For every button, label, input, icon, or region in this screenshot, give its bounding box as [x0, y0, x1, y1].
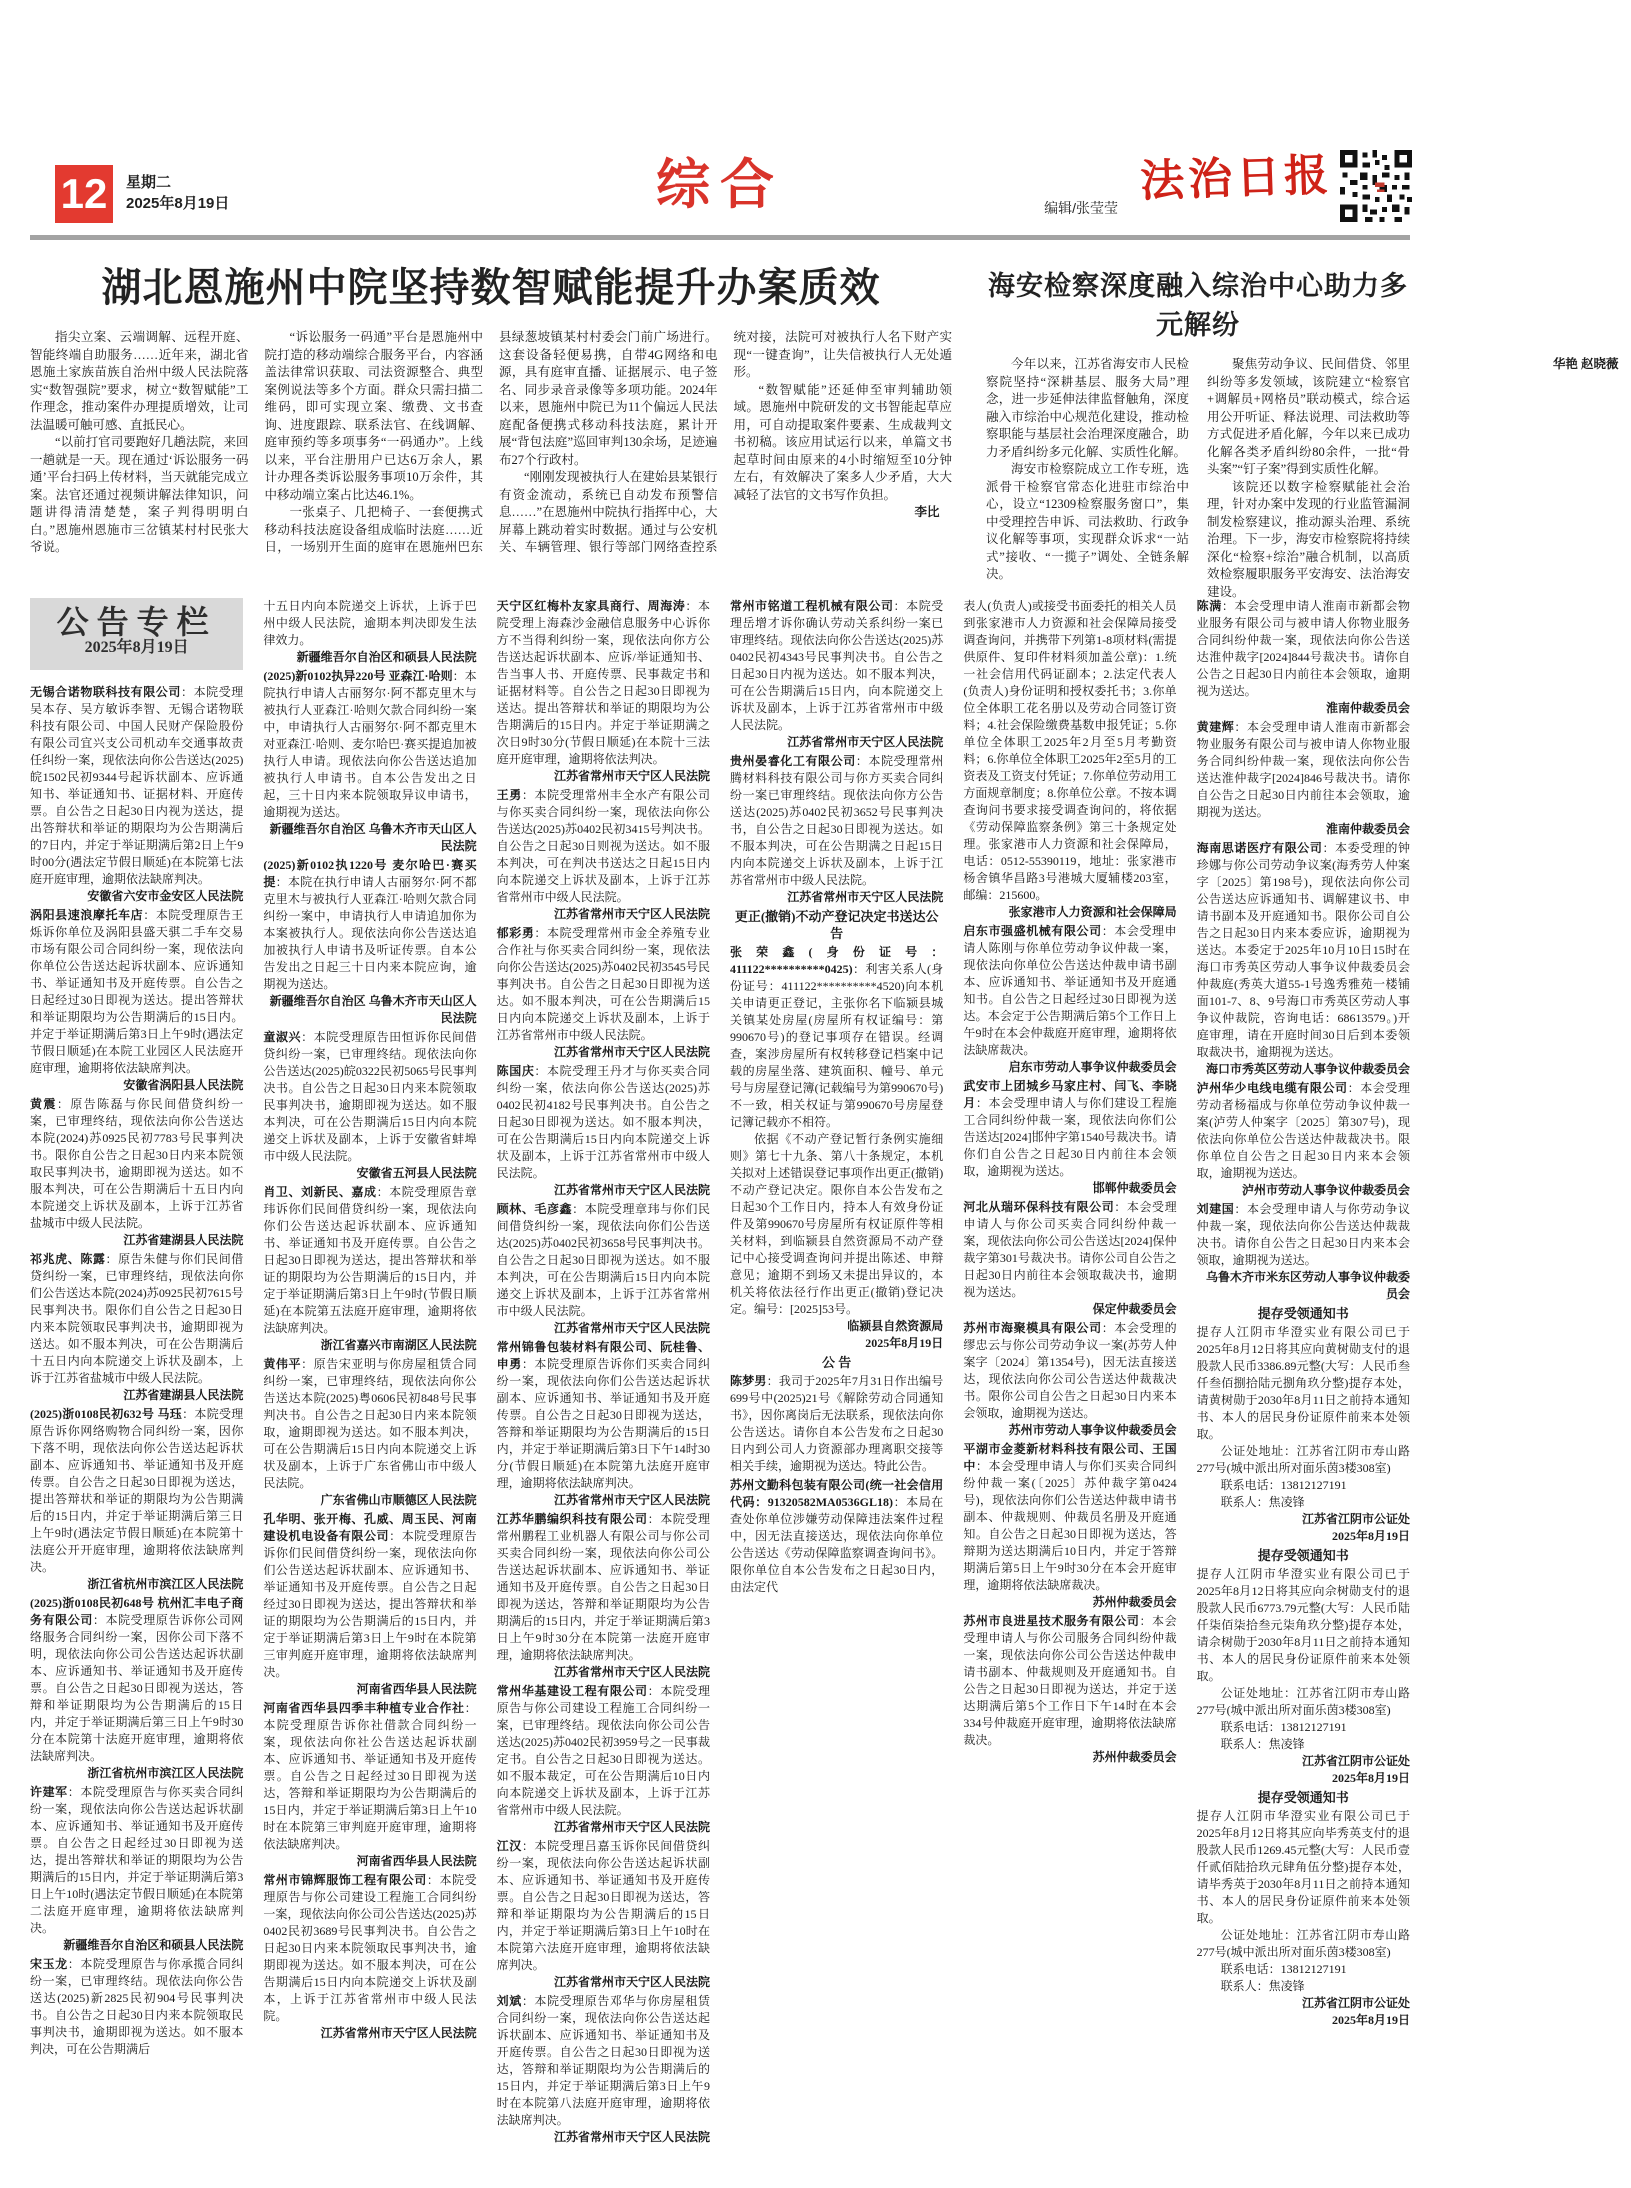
notice-lead: 顾林、毛彦鑫	[496, 1202, 573, 1216]
notice	[30, 1784, 243, 1954]
notice-court: 淮南仲裁委员会	[1325, 701, 1410, 715]
notice-paragraph: 天宁区红梅朴友家具商行、周海涛：本院受理上海森沙金融信息服务中心诉你方不当得利纠纷一案，现依法向你方公告送达起诉状副本、应诉/举证通知书、告当事人书、开庭传票、民事裁定书和证据材料等。自公告之日起30日即视为送达。提出答辩状和举证的期限均为公告期满后的15日内。并定于举证期满之次日9时30分(节假日顺延)在本院十三法庭开庭审理，逾期将依法判决。	[496, 599, 710, 766]
notice	[30, 1956, 243, 2058]
notice	[30, 1096, 243, 1249]
notice	[497, 925, 710, 1061]
notice-lead: 黄建辉	[1196, 720, 1235, 734]
notice-paragraph: 宋玉龙：本院受理原告与你承揽合同纠纷一案，已审理终结。现依法向你公告送达(2025)新2825民初904号民事判决书。自公告之日起30日内来本院领取民事判决书，逾期即视为送达。如不服本判决，可在公告期满后	[30, 1957, 244, 2056]
notice-lead: 常州锦鲁包装材料有限公司、阮桂鲁、申勇	[496, 1340, 710, 1371]
notice-paragraph: 江汉：本院受理吕嘉玉诉你民间借贷纠纷一案，现依法向你公告送达起诉状副本、应诉通知书、举证通知书及开庭传票。自公告之日起30日即视为送达，答辩和举证期限均为公告期满后的15日内，并定于举证期满后第3日上午10时在本院第六法庭开庭审理，逾期将依法缺席判决。	[496, 1839, 710, 1972]
notice-paragraph: 黄伟平：原告宋亚明与你房屋租赁合同纠纷一案，已审理终结，现依法向你公告送达本院(2025)粤0606民初848号民事判决书。自公告之日起30日内来本院领取，逾期即视为送达。如不服本判决，可在公告期满后15日内向本院递交上诉状及副本，上诉于广东省佛山市中级人民法院。	[263, 1357, 477, 1490]
notice-lead: 启东市强盛机械有限公司	[963, 924, 1102, 938]
notice-lead: 陈满	[1196, 599, 1222, 613]
notice-paragraph: 平湖市金菱新材料科技有限公司、王国中：本会受理申请人与你们买卖合同纠纷仲裁一案(〔2025〕苏仲裁字第0424号)，现依法向你们公告送达仲裁申请书副本、仲裁规则、仲裁员名册及开庭通知。自公告之日起30日即视为送达，答辩期为送达期满后10日内，并定于答辩期满后第5日上午9时30分在本会开庭审理，逾期将依法缺席裁决。	[963, 1442, 1177, 1592]
announcement-column-6	[1197, 598, 1410, 2180]
notice	[497, 1339, 710, 1509]
notice-court: 邯郸仲裁委员会	[1092, 1181, 1177, 1195]
notice-paragraph: 泸州华少电线电缆有限公司：本会受理劳动者杨福成与你单位劳动争议仲裁一案(泸劳人仲案字〔2025〕第307号)，现依法向你单位公告送达仲裁裁决书。限你单位自公告之日起30日内来本会领取，逾期视为送达。	[1196, 1081, 1410, 1180]
notice	[730, 1354, 943, 1475]
article-paragraph: 海安市检察院成立工作专班，选派骨干检察官常态化进驻市综治中心，设立“12309检察服务窗口”，集中受理控告申诉、司法救助、行政争议化解等事项，实现群众诉求“一站式”接收、“一揽子”调处、全链条解决。	[986, 462, 1189, 581]
notice-title: 提存受领通知书	[1257, 1306, 1349, 1321]
notice-lead: 常州华基建设工程有限公司	[496, 1684, 648, 1698]
notice-paragraph: 公证处地址：江苏省江阴市寿山路277号(城中派出所对面乐茵3楼308室)	[1196, 1686, 1410, 1717]
announcement-box-title: 公告专栏	[56, 604, 217, 640]
notice	[263, 1872, 476, 2042]
notice-lead: (2025)新0102执1220号 麦尔哈巴·赛买提	[263, 858, 477, 889]
weekday-label: 星期二	[126, 174, 172, 191]
notice-title: 提存受领通知书	[1257, 1790, 1349, 1805]
notice-paragraph: 祁兆虎、陈露：原告朱健与你们民间借贷纠纷一案，已审理终结，现依法向你们公告送达本院(2024)苏0925民初7615号民事判决书。限你们自公告之日起30日内来本院领取民事判决书，逾期即视为送达。如不服本判决，可在公告期满后十五日内向本院递交上诉状及副本，上诉于江苏省盐城市中级人民法院。	[30, 1252, 244, 1385]
header-divider	[30, 235, 1410, 240]
notice	[497, 598, 710, 785]
notice-paragraph: (2025)浙0108民初632号 马珏：本院受理原告诉你网络购物合同纠纷一案，因你下落不明，现依法向你公告送达起诉状副本、应诉通知书、举证通知书及开庭传票。自公告之日起30日即视为送达，提出答辩状和举证的期限均为公告期满后的15日内，并定于举证期满后第三日上午9时(遇法定节假日顺延)在本院第十法庭公开开庭审理，逾期将依法缺席判决。	[30, 1407, 244, 1574]
notice-court: 浙江省杭州市滨江区人民法院	[87, 1577, 244, 1591]
notice	[1197, 1080, 1410, 1199]
notice-court: 保定仲裁委员会	[1092, 1302, 1177, 1316]
notice	[1197, 1789, 1410, 2029]
notice-court: 江苏省常州市天宁区人民法院	[320, 2026, 477, 2040]
notice-court: 江苏省建湖县人民法院	[123, 1388, 244, 1402]
notice	[730, 753, 943, 906]
notice	[263, 857, 476, 1027]
notice-paragraph: 无锡合诺物联科技有限公司：本院受理吴本存、吴方敏诉李智、无锡合诺物联科技有限公司、中国人民财产保险股份有限公司宜兴支公司机动车交通事故责任纠纷一案，现依法向你公告送达(2025)皖1502民初9344号起诉状副本、应诉通知书、举证通知书、证据材料、开庭传票。自公告之日起30日内视为送达，提出答辩状和举证的期限均为公告期满后的7日内，并定于举证期满后第2日上午9时00分(遇法定节假日顺延)在本院第七法庭开庭审理，逾期依法缺席判决。	[30, 685, 244, 886]
notice-lead: 孔华明、张开梅、孔威、周玉民、河南建设机电设备有限公司	[263, 1512, 477, 1543]
notice	[497, 1993, 710, 2146]
notice	[263, 668, 476, 855]
notice-court: 江苏省常州市天宁区人民法院	[553, 769, 710, 783]
notice-paragraph: 郁彩勇：本院受理常州市金全养殖专业合作社与你买卖合同纠纷一案，现依法向你公告送达(2025)苏0402民初3545号民事判决书。自公告之日起30日即视为送达。如不服本判决，可在公告期满后15日内向本院递交上诉状及副本，上诉于江苏省常州市中级人民法院。	[496, 926, 710, 1042]
notice-court: 张家港市人力资源和社会保障局	[1008, 905, 1177, 919]
notice	[497, 787, 710, 923]
notice	[1197, 840, 1410, 1078]
announcement-box-date: 2025年8月19日	[84, 639, 189, 656]
notice	[30, 907, 243, 1094]
notice-paragraph: (2025)新0102执异220号 亚森江·哈则：本院执行申请人古丽努尔·阿不都克里木与被执行人亚森江·哈则欠款合同纠纷一案中，申请执行人古丽努尔·阿不都克里木对亚森江·哈则、麦尔哈巴·赛买提追加被执行人申请。现依法向你公告送达追加被执行人申请书。自本公告发出之日起，三十日内来本院领取异议申请书，逾期视为送达。	[263, 669, 477, 819]
notice-lead: 郁彩勇	[496, 926, 535, 940]
notice-paragraph: 公证处地址：江苏省江阴市寿山路277号(城中派出所对面乐茵3楼308室)	[1196, 1444, 1410, 1475]
article-haian-headline: 海安检察深度融入综治中心助力多元解纷	[988, 271, 1408, 340]
notice-court: 江苏省常州市天宁区人民法院	[787, 890, 944, 904]
notice-court: 启东市劳动人事争议仲裁委员会	[1008, 1060, 1177, 1074]
notice-paragraph: 陈国庆：本院受理王丹才与你买卖合同纠纷一案，依法向你公告送达(2025)苏0402民初4182号民事判决书。自公告之日起30日即视为送达。如不服本判决，可在公告期满后15日内向本院递交上诉状及副本，上诉于江苏省常州市中级人民法院。	[496, 1064, 710, 1180]
notice-paragraph: 常州市铭道工程机械有限公司：本院受理岳增才诉你确认劳动关系纠纷一案已审理终结。现依法向你公告送达(2025)苏0402民初4343号民事判决书。自公告之日起30日内视为送达。如不服本判决，可在公告期满后15日内，向本院递交上诉状及副本，上诉于江苏省常州市中级人民法院。	[729, 599, 944, 732]
notice-paragraph: 孔华明、张开梅、孔威、周玉民、河南建设机电设备有限公司：本院受理原告诉你们民间借贷纠纷一案，现依法向你们公告送达起诉状副本、应诉通知书、举证通知书及开庭传票。自公告之日起经过30日即视为送达，提出答辩状和举证的期限均为公告期满后的15日内，并定于举证期满后第3日上午9时在本院第三审判庭开庭审理，逾期将依法缺席判决。	[263, 1512, 477, 1679]
notice-court: 江苏省常州市天宁区人民法院	[553, 1045, 710, 1059]
notice-court: 江苏省常州市天宁区人民法院	[553, 1975, 710, 1989]
notice-paragraph: 提存人江阴市华澄实业有限公司已于2025年8月12日将其应向黄树勋支付的退股款人民币3386.89元整(大写：人民币叁仟叁佰捌拾陆元捌角玖分整)提存本处，请黄树勋于2030年8月11日之前持本通知书、本人的居民身份证原件前来本处领取。	[1196, 1325, 1410, 1441]
notice-lead: 贵州晏睿化工有限公司	[729, 754, 856, 768]
page-number-badge: 12	[55, 165, 113, 223]
notice	[963, 923, 1176, 1076]
notice	[1197, 719, 1410, 838]
notice-court: 江苏省常州市天宁区人民法院	[553, 907, 710, 921]
notice	[963, 1078, 1176, 1197]
notice	[263, 598, 476, 666]
notice-lead: 武安市上团城乡马家庄村、闫飞、李晓月	[963, 1079, 1177, 1110]
notice	[730, 598, 943, 751]
notice-paragraph: 张荣鑫(身份证号：411122**********0425)：利害关系人(身份证号：411122**********4520)向本机关申请更正登记，主张你名下临颍县城关镇某处房屋(房屋所有权证编号：第990670号)的登记事项存在错误。经调查，案涉房屋所有权转移登记档案中记载的房屋坐落、建筑面积、幢号、单元号与房屋登记簿(记载编号为第990670号)不一致，相关权证与第990670号房屋登记簿记载亦不相符。	[729, 945, 944, 1129]
notice-court: 新疆维吾尔自治区 乌鲁木齐市天山区人民法院	[269, 994, 477, 1025]
notice-paragraph: 常州锦鲁包装材料有限公司、阮桂鲁、申勇：本院受理原告诉你们买卖合同纠纷一案，现依法向你们公告送达起诉状副本、应诉通知书、举证通知书及开庭传票。自公告之日起30日即视为送达，答辩和举证期限均为公告期满后的15日内，并定于举证期满后第3日下午14时30分(节假日顺延)在本院第九法庭开庭审理，逾期将依法缺席判决。	[496, 1340, 710, 1490]
notice	[263, 1700, 476, 1870]
notice	[1197, 1201, 1410, 1303]
notice	[497, 1683, 710, 1836]
notice-title: 提存受领通知书	[1257, 1548, 1349, 1563]
notice-lead: (2025)新0102执异220号 亚森江·哈则	[263, 669, 453, 683]
date-label: 2025年8月19日	[126, 195, 230, 212]
notice	[963, 1199, 1176, 1318]
notice	[30, 1595, 243, 1782]
notice-signature: 2025年8月19日	[865, 1336, 944, 1350]
notice-court: 河南省西华县人民法院	[356, 1854, 477, 1868]
notice-paragraph: 启东市强盛机械有限公司：本会受理申请人陈刚与你单位劳动争议仲裁一案，现依法向你单位公告送达仲裁申请书副本、应诉通知书、举证通知书及开庭通知书。自公告之日起经过30日即视为送达。本会定于公告期满后第5个工作日上午9时在本会仲裁庭开庭审理，逾期将依法缺席裁决。	[963, 924, 1177, 1057]
notice	[497, 1063, 710, 1199]
notice-court: 海口市秀英区劳动人事争议仲裁委员会	[1205, 1062, 1410, 1076]
notice-paragraph: 贵州晏睿化工有限公司：本院受理常州腾材料科技有限公司与你方买卖合同纠纷一案已审理终结。现依法向你方公告送达(2025)苏0402民初3652号民事判决书，自公告之日起30日即视为送达。如不服本判决，可在公告期满之日起15日内向本院递交上诉状及副本，上诉于江苏省常州市中级人民法院。	[729, 754, 944, 887]
notice	[730, 1477, 943, 1596]
announcement-box	[30, 598, 243, 670]
notice-signature: 江苏省江阴市公证处	[1301, 1754, 1410, 1768]
notice-signature: 临颍县自然资源局	[847, 1319, 944, 1333]
notice-lead: 陈国庆	[496, 1064, 535, 1078]
article-paragraph: “数智赋能”还延伸至审判辅助领域。恩施州中院研发的文书智能起草应用，可自动提取案件要素、生成裁判文书初稿。该应用试运行以来，单篇文书起草时间由原来的4小时缩短至10分钟左右，有效解决了案多人少矛盾，大大减轻了法官的文书写作负担。	[733, 382, 952, 502]
notice-court: 新疆维吾尔自治区和硕县人民法院	[63, 1938, 244, 1952]
notice-court: 新疆维吾尔自治区和硕县人民法院	[296, 650, 477, 664]
notice-lead: 黄震	[30, 1097, 57, 1111]
notice-lead: 许建军	[30, 1785, 68, 1799]
qr-code-icon	[1340, 150, 1412, 222]
announcement-column-5	[963, 598, 1176, 2180]
announcement-section	[0, 592, 1440, 2180]
notice-signature: 2025年8月19日	[1331, 1771, 1410, 1785]
notice-court: 江苏省常州市天宁区人民法院	[553, 1493, 710, 1507]
notice-paragraph: 黄震：原告陈磊与你民间借贷纠纷一案，已审理终结，现依法向你公告送达本院(2024)苏0925民初7783号民事判决书。限你自公告之日起30日内来本院领取民事判决书，逾期即视为送达。如不服本判决，可在公告期满后十五日内向本院递交上诉状及副本，上诉于江苏省盐城市中级人民法院。	[30, 1097, 244, 1230]
notice-lead: (2025)浙0108民初632号 马珏	[30, 1407, 183, 1421]
section-title: 综合	[656, 155, 784, 215]
notice-lead: 苏州市良进星技术服务有限公司	[963, 1614, 1140, 1628]
notice-paragraph: 陈梦男：我司于2025年7月31日作出编号699号中(2025)21号《解除劳动合同通知书》，因你离岗后无法联系，现依法向你公告送达。请你自本公告发布之日起30日内到公司人力资源部办理离职交接等相关手续，逾期视为送达。特此公告。	[729, 1374, 944, 1473]
notice-paragraph: 许建军：本院受理原告与你买卖合同纠纷一案，现依法向你公告送达起诉状副本、应诉通知书、举证通知书及开庭传票。自公告之日起经过30日即视为送达，提出答辩状和举证的期限均为公告期满后的15日内，并定于举证期满后第3日上午10时(遇法定节假日顺延)在本院第二法庭开庭审理，逾期将依法缺席判决。	[30, 1785, 244, 1935]
notice-lead: (2025)浙0108民初648号 杭州汇丰电子商务有限公司	[30, 1596, 244, 1627]
notice-court: 新疆维吾尔自治区 乌鲁木齐市天山区人民法院	[269, 822, 477, 853]
notice-signature: 江苏省江阴市公证处	[1301, 1996, 1410, 2010]
notice	[730, 908, 943, 1352]
article-paragraph: 今年以来，江苏省海安市人民检察院坚持“深耕基层、服务大局”理念，进一步延伸法律监督触角，深度融入市综治中心规范化建设，推动检察职能与基层社会治理深度融合，助力矛盾纠纷多元化解、实质性化解。	[986, 357, 1189, 459]
notice-paragraph: 苏州文勤科包装有限公司(统一社会信用代码：91320582MA0536GL18)：本局在查处你单位涉嫌劳动保障违法案件过程中，因无法直接送达，现依法向你单位公告送达《劳动保障监察调查询问书》。限你单位自本公告发布之日起30日内，由法定代	[729, 1478, 944, 1594]
notice	[1197, 1305, 1410, 1545]
notice-lead: 刘建国	[1196, 1202, 1235, 1216]
article-paragraph: “诉讼服务一码通”平台是恩施州中院打造的移动端综合服务平台，内容涵盖法律常识获取、司法资源整合、典型案例说法等多个方面。群众只需扫描二维码，即可实现立案、缴费、文书查询、进度跟踪、联系法官、在线调解、庭审预约等多项事务“一码通办”。上线以来，平台注册用户已达6万余人，累计办理各类诉讼服务事项10万余件，其中移动端立案占比达46.1%。	[264, 330, 483, 502]
notice-lead: 常州市铭道工程机械有限公司	[729, 599, 894, 613]
notice	[497, 1511, 710, 1681]
notice-lead: 黄伟平	[263, 1357, 302, 1371]
notice-paragraph: 联系电话：13812127191	[1220, 1478, 1347, 1492]
announcement-column-2	[263, 598, 476, 2180]
notice-paragraph: 提存人江阴市华澄实业有限公司已于2025年8月12日将其应向佘树勋支付的退股款人民币6773.79元整(大写：人民币陆仟柒佰柒拾叁元柒角玖分整)提存本处，请佘树勋于2030年8月11日之前持本通知书、本人的居民身份证原件前来本处领取。	[1196, 1567, 1410, 1683]
notice-paragraph: 肖卫、刘新民、嘉成：本院受理原告章玮诉你们民间借贷纠纷一案，现依法向你们公告送达起诉状副本、应诉通知书、举证通知书及开庭传票。自公告之日起30日即视为送达，提出答辩状和举证的期限均为公告期满后的15日内，并定于举证期满后第3日上午9时(节假日顺延)在本院第五法庭开庭审理，逾期将依法缺席判决。	[263, 1185, 477, 1335]
notice-paragraph: 联系电话：13812127191	[1220, 1962, 1347, 1976]
top-section	[0, 240, 1619, 599]
article-haian-body	[986, 356, 1619, 618]
notice	[263, 1356, 476, 1509]
notice-paragraph: 武安市上团城乡马家庄村、闫飞、李晓月：本会受理申请人与你们建设工程施工合同纠纷仲裁一案，现依法向你们公告送达[2024]邯仲字第1540号裁决书。请你们自公告之日起30日内前往本会领取，逾期视为送达。	[963, 1079, 1177, 1178]
notice-paragraph: 河南省西华县四季丰种植专业合作社：本院受理原告诉你社借款合同纠纷一案，现依法向你社公告送达起诉状副本、应诉通知书、举证通知书及开庭传票。自公告之日起经过30日即视为送达，答辩和举证期限均为公告期满后的15日内，并定于举证期满后第3日上午10时在本院第三审判庭开庭审理，逾期将依法缺席判决。	[263, 1701, 477, 1851]
notice-paragraph: (2025)浙0108民初648号 杭州汇丰电子商务有限公司：本院受理原告诉你公司网络服务合同纠纷一案，因你公司下落不明，现依法向你公司公告送达起诉状副本、应诉通知书、举证通知书及开庭传票。自公告之日起30日即视为送达，答辩和举证期限均为公告期满后的15日内，并定于举证期满后第三日上午9时30分在本院第十法庭开庭审理，逾期将依法缺席判决。	[30, 1596, 244, 1763]
article-enshi-headline: 湖北恩施州中院坚持数智赋能提升办案质效	[101, 265, 881, 310]
notice-paragraph: 海南思诺医疗有限公司：本委受理的钟珍娜与你公司劳动争议案(海秀劳人仲案字〔2025〕第198号)，现依法向你公司公告送达应诉通知书、调解建议书、申请书副本及开庭通知书。限你公司自公告之日起30日内来本委应诉，逾期视为送达。本委定于2025年10月10日15时在海口市秀英区劳动人事争议仲裁委员会仲裁庭(秀英大道55-1号逸秀雅苑一楼铺面101-7、8、9号海口市秀英区劳动人事争议仲裁院，咨询电话：68613579。)开庭审理，请在开庭时间30日后到本委领取裁决书，逾期视为送达。	[1196, 841, 1410, 1059]
notice-lead: 常州市锦辉服饰工程有限公司	[263, 1873, 427, 1887]
notice-lead: 江苏华鹏编织科技有限公司	[496, 1512, 648, 1526]
notice-lead: 海南思诺医疗有限公司	[1196, 841, 1323, 855]
notice-paragraph: 河北从瑞环保科技有限公司：本会受理申请人与你公司买卖合同纠纷仲裁一案，现依法向你公司公告送达[2024]保仲裁字第301号裁决书。请你公司自公告之日起30日内前往本会领取裁决书，逾期视为送达。	[963, 1200, 1177, 1299]
notice-paragraph: 童淑兴：本院受理原告田恒诉你民间借贷纠纷一案，已审理终结。现依法向你公告送达(2025)皖0322民初5065号民事判决书。自公告之日起30日内来本院领取民事判决书，逾期即视为送达。如不服本判决，可在公告期满后15日内向本院递交上诉状及副本，上诉于安徽省蚌埠市中级人民法院。	[263, 1030, 477, 1163]
notice-lead: 苏州市海聚模具有限公司	[963, 1321, 1102, 1335]
article-haian	[986, 250, 1619, 599]
notice-paragraph: 江苏华鹏编织科技有限公司：本院受理常州鹏程工业机器人有限公司与你公司买卖合同纠纷一案，现依法向你公司公告送达起诉状副本、应诉通知书、举证通知书及开庭传票。自公告之日起30日即视为送达，答辩和举证期限均为公告期满后的15日内，并定于举证期满后第3日上午9时30分在本院第一法庭开庭审理，逾期将依法缺席判决。	[496, 1512, 710, 1662]
article-paragraph: 聚焦劳动争议、民间借贷、邻里纠纷等多发领域，该院建立“检察官+调解员+网格员”联动模式，综合运用公开听证、释法说理、司法救助等方式促进矛盾化解，今年以来已成功化解各类矛盾纠纷80余件，一批“骨头案”“钉子案”得到实质性化解。	[1207, 357, 1410, 476]
notice-court: 苏州市劳动人事争议仲裁委员会	[1008, 1423, 1177, 1437]
notice-paragraph: 顾林、毛彦鑫：本院受理章玮与你们民间借贷纠纷一案，现依法向你们公告送达(2025)苏0402民初3658号民事判决书。自公告之日起30日即视为送达。如不服本判决，可在公告期满后15日内向本院递交上诉状及副本，上诉于江苏省常州市中级人民法院。	[496, 1202, 710, 1318]
notice-court: 泸州市劳动人事争议仲裁委员会	[1241, 1183, 1410, 1197]
notice-signature: 江苏省江阴市公证处	[1301, 1512, 1410, 1526]
editor-credit: 编辑/张莹莹	[1044, 200, 1118, 216]
notice-paragraph: 苏州市良进星技术服务有限公司：本会受理申请人与你公司服务合同纠纷仲裁一案，现依法向你公司公告送达仲裁申请书副本、仲裁规则及开庭通知书。自公告之日起30日即视为送达，并定于送达期满后第5个工作日下午14时在本会334号仲裁庭开庭审理，逾期将依法缺席裁决。	[963, 1614, 1177, 1747]
notice-paragraph: 王勇：本院受理常州丰全水产有限公司与你买卖合同纠纷一案，现依法向你公告送达(2025)苏0402民初3415号判决书。自公告之日起30日则视为送达。如不服本判决，可在判决书送达之日起15日内向本院递交上诉状及副本，上诉于江苏省常州市中级人民法院。	[496, 788, 710, 904]
article-paragraph: 指尖立案、云端调解、远程开庭、智能终端自助服务……近年来，湖北省恩施土家族苗族自治州中级人民法院落实“数智强院”要求，树立“数智赋能”工作理念，推动案件办理提质增效，让司法温暖可触可感、直抵民心。	[30, 330, 249, 432]
notice-lead: 宋玉龙	[30, 1957, 68, 1971]
notice-lead: 泸州华少电线电缆有限公司	[1196, 1081, 1348, 1095]
notice-title: 更正(撤销)不动产登记决定书送达公告	[734, 909, 939, 941]
notice-paragraph: 联系人：焦凌锋	[1220, 1495, 1305, 1509]
notice-paragraph: 黄建辉：本会受理申请人淮南市新都会物业服务有限公司与被申请人你物业服务合同纠纷仲裁一案，现依法向你公告送达淮仲裁字[2024]846号裁决书。请你自公告之日起30日内前往本会领取，逾期视为送达。	[1196, 720, 1410, 819]
notice-court: 江苏省建湖县人民法院	[123, 1233, 244, 1247]
notice-paragraph: 刘斌：本院受理原告邓华与你房屋租赁合同纠纷一案，现依法向你公告送达起诉状副本、应诉通知书、举证通知书及开庭传票。自公告之日起30日即视为送达，答辩和举证期限均为公告期满后的15日内，并定于举证期满后第3日上午9时在本院第八法庭开庭审理，逾期将依法缺席判决。	[496, 1994, 710, 2127]
notice-court: 浙江省嘉兴市南湖区人民法院	[320, 1338, 477, 1352]
notice-lead: 无锡合诺物联科技有限公司	[30, 685, 181, 699]
article-enshi	[30, 250, 952, 592]
notice-lead: 江汉	[496, 1839, 522, 1853]
notice-title: 公 告	[822, 1355, 852, 1370]
notice-lead: 童淑兴	[263, 1030, 302, 1044]
notice-court: 浙江省杭州市滨江区人民法院	[87, 1766, 244, 1780]
notice	[963, 1441, 1176, 1611]
article-paragraph: 该院还以数字检察赋能社会治理，针对办案中发现的行业监管漏洞制发检察建议，推动源头治理、系统治理。下一步，海安市检察院将持续深化“检察+综治”融合机制，以高质效检察履职服务平安海安、法治海安建设。	[1207, 479, 1410, 599]
notice	[30, 1406, 243, 1593]
notice-lead: 天宁区红梅朴友家具商行、周海涛	[496, 599, 686, 613]
notice-paragraph: 依据《不动产登记暂行条例实施细则》第七十九条、第八十条规定，本机关拟对上述错误登记事项作出更正(撤销)不动产登记决定。限你自本公告发布之日起30个工作日内，持本人有效身份证件及第990670号房屋所有权证原件等相关材料，到临颍县自然资源局不动产登记中心接受调查询问并提出陈述、申辩意见；逾期不到场又未提出异议的，本机关将依法径行作出更正(撤销)登记决定。编号：[2025]53号。	[729, 1132, 944, 1316]
page-header	[0, 0, 1440, 240]
notice	[30, 1251, 243, 1404]
notice-court: 乌鲁木齐市米东区劳动人事争议仲裁委员会	[1205, 1270, 1410, 1301]
notice-lead: 祁兆虎、陈露	[30, 1252, 106, 1266]
notice-lead: 肖卫、刘新民、嘉成	[263, 1185, 377, 1199]
notice-lead: 王勇	[496, 788, 522, 802]
notice-paragraph: 涡阳县速浪摩托车店：本院受理原告王烁诉你单位及涡阳县盛天骐二手车交易市场有限公司合同纠纷一案，现依法向你单位公告送达起诉状副本、应诉通知书、举证通知书及开庭传票。自公告之日起经过30日即视为送达。提出答辩状和举证期限均为公告期满后的15日内。并定于举证期满后第3日上午9时(遇法定节假日顺延)在本院工业园区人民法庭开庭审理，逾期将依法缺席判决。	[30, 908, 244, 1075]
notice-paragraph: 常州市锦辉服饰工程有限公司：本院受理原告与你公司建设工程施工合同纠纷一案，现依法向你公司公告送达(2025)苏0402民初3689号民事判决书。自公告之日起30日内来本院领取民事判决书，逾期即视为送达。如不服本判决，可在公告期满后15日内向本院递交上诉状及副本，上诉于江苏省常州市中级人民法院。	[263, 1873, 477, 2023]
announcement-column-3	[497, 598, 710, 2180]
notice-signature: 2025年8月19日	[1331, 1529, 1410, 1543]
notice-paragraph: 刘建国：本会受理申请人与你劳动争议仲裁一案，现依法向你公告送达仲裁裁决书。请你自公告之日起30日内来本会领取，逾期视为送达。	[1196, 1202, 1410, 1267]
article-enshi-body	[30, 329, 952, 581]
notice	[963, 1320, 1176, 1439]
notice-paragraph: 联系电话：13812127191	[1220, 1720, 1347, 1734]
article-paragraph: “刚刚发现被执行人在建始县某银行有资金流动，系统已自动发布预警信息……”在恩施州中院执行指挥中心，大屏幕上跳动着实时数据。通过与公安机关、车辆管理、银行等部门网络查控系统对接，法院可对被执行人名下财产实现“一键查询”，让失信被执行人无处遁形。	[499, 330, 952, 554]
notice-court: 江苏省常州市天宁区人民法院	[553, 1665, 710, 1679]
notice-court: 苏州仲裁委员会	[1092, 1750, 1177, 1764]
notice-paragraph: 提存人江阴市华澄实业有限公司已于2025年8月12日将其应向毕秀英支付的退股款人民币1269.45元整(大写：人民币壹仟贰佰陆拾玖元肆角伍分整)提存本处，请毕秀英于2030年8月11日之前持本通知书、本人的居民身份证原件前来本处领取。	[1196, 1809, 1410, 1925]
byline: 华艳 赵晓薇	[1552, 357, 1619, 371]
announcement-column-4	[730, 598, 943, 2180]
notice	[263, 1184, 476, 1354]
notice-lead: 陈梦男	[729, 1374, 767, 1388]
notice-paragraph: 十五日内向本院递交上诉状，上诉于巴州中级人民法院，逾期本判决即发生法律效力。	[263, 599, 477, 647]
notice-court: 江苏省常州市天宁区人民法院	[553, 1183, 710, 1197]
notice-signature: 2025年8月19日	[1331, 2013, 1410, 2027]
notice-court: 广东省佛山市顺德区人民法院	[320, 1493, 477, 1507]
notice	[963, 1613, 1176, 1766]
notice-court: 江苏省常州市天宁区人民法院	[553, 1321, 710, 1335]
notice-paragraph: 表人(负责人)或接受书面委托的相关人员到张家港市人力资源和社会保障局接受调查询问，并携带下列第1-8项材料(需提供原件、复印件材料须加盖公章)：1.统一社会信用代码证副本；2.法定代表人(负责人)身份证明和授权委托书；3.你单位全体职工花名册以及劳动合同签订资料；4.社会保险缴费基数申报凭证；5.你单位全体职工2025年2月至5月考勤资料；6.你单位全体职工2025年2至5月的工资表及工资支付凭证；7.你单位劳动用工方面规章制度；8.你单位公章。不按本调查询问书要求接受调查询问的，将依据《劳动保障监察条例》第三十条规定处理。张家港市人力资源和社会保障局，电话：0512-55390119，地址：张家港市杨舍镇华昌路3号港城大厦辅楼203室，邮编：215600。	[963, 599, 1177, 902]
announcement-column-1	[30, 598, 243, 2180]
notice-paragraph: 陈满：本会受理申请人淮南市新都会物业服务有限公司与被申请人你物业服务合同纠纷仲裁一案，现依法向你公告送达淮仲裁字[2024]844号裁决书。请你自公告之日起30日内前往本会领取，逾期视为送达。	[1196, 599, 1410, 698]
article-paragraph: “以前打官司要跑好几趟法院，来回一趟就是一天。现在通过‘诉讼服务一码通’平台扫码上传材料，当天就能完成立案。法官还通过视频讲解法律知识，问题讲得清清楚楚，案子判得明明白白。”恩施州恩施市三岔镇某村村民张大爷说。	[30, 435, 249, 554]
notice-lead: 苏州文勤科包装有限公司(统一社会信用代码：91320582MA0536GL18)	[729, 1478, 944, 1509]
notice-paragraph: 常州华基建设工程有限公司：本院受理原告与你公司建设工程施工合同纠纷一案，已审理终结。现依法向你公司公告送达(2025)苏0402民初3959号之一民事裁定书。自公告之日起30日即视为送达。如不服本裁定，可在公告期满后10日内向本院递交上诉状及副本，上诉于江苏省常州市中级人民法院。	[496, 1684, 710, 1817]
notice-paragraph: 联系人：焦凌锋	[1220, 1979, 1305, 1993]
notice-court: 苏州仲裁委员会	[1092, 1595, 1177, 1609]
notice-court: 江苏省常州市天宁区人民法院	[553, 2130, 710, 2144]
notice	[963, 598, 1176, 921]
notice	[263, 1511, 476, 1698]
notice-court: 江苏省常州市天宁区人民法院	[787, 735, 944, 749]
notice	[1197, 1547, 1410, 1787]
notice-lead: 张荣鑫(身份证号：411122**********0425)	[729, 945, 944, 976]
notice	[497, 1201, 710, 1337]
notice-court: 安徽省涡阳县人民法院	[123, 1078, 244, 1092]
notice-paragraph: 公证处地址：江苏省江阴市寿山路277号(城中派出所对面乐茵3楼308室)	[1196, 1928, 1410, 1959]
announcement-columns	[30, 598, 1410, 2180]
notice-court: 河南省西华县人民法院	[356, 1682, 477, 1696]
notice	[263, 1029, 476, 1182]
notice-lead: 平湖市金菱新材料科技有限公司、王国中	[963, 1442, 1177, 1473]
notice-lead: 刘斌	[496, 1994, 522, 2008]
notice-paragraph: (2025)新0102执1220号 麦尔哈巴·赛买提：本院在执行申请人古丽努尔·阿不都克里木与被执行人亚森江·哈则欠款合同纠纷一案中，申请执行人申请追加你为本案被执行人。现依法向你公告送达追加被执行人申请书及听证传票。自本公告发出之日起三十日内来本院应询，逾期视为送达。	[263, 858, 477, 991]
article-paragraph: 一张桌子、几把椅子、一套便携式移动科技法庭设备组成临时法庭……近日，一场别开生面的庭审在恩施州巴东县绿葱坡镇某村村委会门前广场进行。这套设备轻便易携，自带4G网络和电源，具有庭审直播、证据展示、电子签名、同步录音录像等多项功能。2024年以来，恩施州中院已为11个偏远人民法庭配备便携式移动科技法庭，累计开展“背包法庭”巡回审判130余场，足迹遍布27个行政村。	[264, 330, 718, 554]
notice-paragraph: 苏州市海聚模具有限公司：本会受理的缪忠云与你公司劳动争议一案(苏劳人仲案字〔2024〕第1354号)，因无法直接送达，现依法向你公司公告送达仲裁裁决书。限你公司自公告之日起30日内来本会领取，逾期视为送达。	[963, 1321, 1177, 1420]
notice	[1197, 598, 1410, 717]
notice	[497, 1838, 710, 1991]
notice-court: 安徽省五河县人民法院	[356, 1166, 477, 1180]
notice-court: 淮南仲裁委员会	[1325, 822, 1410, 836]
byline: 李比	[914, 505, 940, 519]
notice-court: 江苏省常州市天宁区人民法院	[553, 1820, 710, 1834]
notice-lead: 河北从瑞环保科技有限公司	[963, 1200, 1115, 1214]
newspaper-masthead: 法治日报	[1139, 150, 1333, 207]
notice	[30, 684, 243, 905]
notice-paragraph: 联系人：焦凌锋	[1220, 1737, 1305, 1751]
notice-lead: 河南省西华县四季丰种植专业合作社	[263, 1701, 465, 1715]
notice-lead: 涡阳县速浪摩托车店	[30, 908, 144, 922]
notice-court: 安徽省六安市金安区人民法院	[87, 889, 244, 903]
